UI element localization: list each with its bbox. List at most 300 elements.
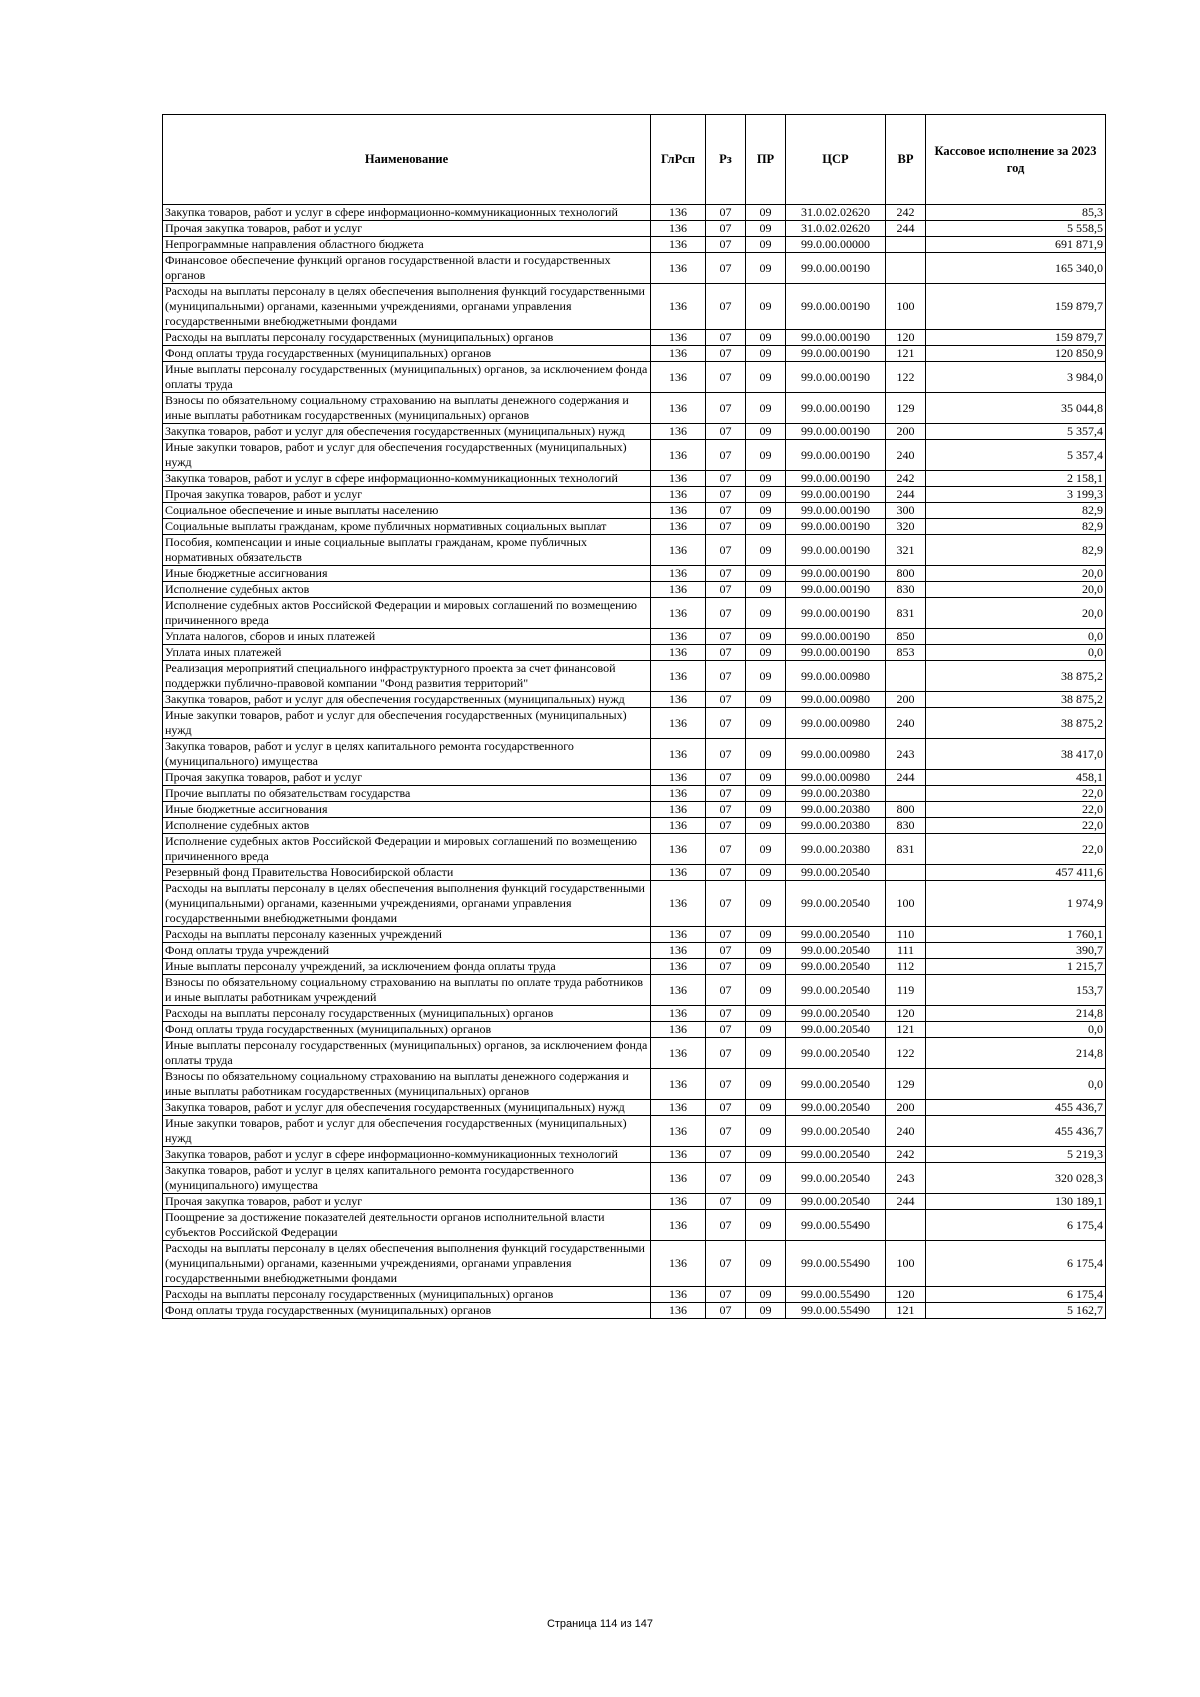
cell-vr — [886, 253, 926, 284]
header-rz: Рз — [706, 115, 746, 205]
cell-pr: 09 — [746, 881, 786, 927]
cell-pr: 09 — [746, 221, 786, 237]
cell-rz: 07 — [706, 362, 746, 393]
cell-amount: 214,8 — [926, 1038, 1106, 1069]
cell-csr: 99.0.00.00980 — [786, 770, 886, 786]
table-row — [163, 1022, 1106, 1038]
header-amount: Кассовое исполнение за 2023 год — [926, 115, 1106, 205]
cell-pr: 09 — [746, 834, 786, 865]
cell-rz: 07 — [706, 943, 746, 959]
cell-rz: 07 — [706, 471, 746, 487]
header-pr: ПР — [746, 115, 786, 205]
cell-name: Закупка товаров, работ и услуг для обеспечения государственных (муниципальных) нужд — [163, 424, 651, 440]
cell-amount: 5 219,3 — [926, 1147, 1106, 1163]
cell-csr: 99.0.00.00190 — [786, 503, 886, 519]
cell-rz: 07 — [706, 440, 746, 471]
cell-csr: 99.0.00.00190 — [786, 566, 886, 582]
cell-amount: 455 436,7 — [926, 1100, 1106, 1116]
cell-csr: 99.0.00.00190 — [786, 424, 886, 440]
cell-amount: 5 558,5 — [926, 221, 1106, 237]
cell-rz: 07 — [706, 284, 746, 330]
cell-pr: 09 — [746, 424, 786, 440]
cell-vr: 121 — [886, 346, 926, 362]
cell-pr: 09 — [746, 598, 786, 629]
table-row — [163, 786, 1106, 802]
table-row — [163, 1069, 1106, 1100]
cell-amount: 38 875,2 — [926, 661, 1106, 692]
cell-rz: 07 — [706, 645, 746, 661]
table-row — [163, 362, 1106, 393]
cell-amount: 38 875,2 — [926, 708, 1106, 739]
table-row — [163, 865, 1106, 881]
cell-rz: 07 — [706, 535, 746, 566]
cell-amount: 22,0 — [926, 802, 1106, 818]
cell-vr: 244 — [886, 770, 926, 786]
table-row — [163, 284, 1106, 330]
cell-rz: 07 — [706, 237, 746, 253]
cell-glrsp: 136 — [651, 1022, 706, 1038]
cell-rz: 07 — [706, 330, 746, 346]
table-row — [163, 1006, 1106, 1022]
cell-name: Иные выплаты персоналу государственных (муниципальных) органов, за исключением фонда оплаты труда — [163, 362, 651, 393]
cell-amount: 1 215,7 — [926, 959, 1106, 975]
cell-csr: 99.0.00.20540 — [786, 1038, 886, 1069]
cell-rz: 07 — [706, 1100, 746, 1116]
cell-vr: 830 — [886, 582, 926, 598]
cell-csr: 99.0.00.00190 — [786, 487, 886, 503]
cell-rz: 07 — [706, 834, 746, 865]
cell-amount: 455 436,7 — [926, 1116, 1106, 1147]
cell-amount: 0,0 — [926, 1069, 1106, 1100]
cell-amount: 153,7 — [926, 975, 1106, 1006]
cell-glrsp: 136 — [651, 1163, 706, 1194]
cell-amount: 6 175,4 — [926, 1241, 1106, 1287]
cell-glrsp: 136 — [651, 503, 706, 519]
cell-csr: 99.0.00.00190 — [786, 598, 886, 629]
cell-csr: 99.0.00.20540 — [786, 1194, 886, 1210]
cell-amount: 2 158,1 — [926, 471, 1106, 487]
cell-name: Исполнение судебных актов Российской Федерации и мировых соглашений по возмещению причиненного вреда — [163, 834, 651, 865]
cell-vr: 242 — [886, 1147, 926, 1163]
cell-glrsp: 136 — [651, 1069, 706, 1100]
table-row — [163, 1163, 1106, 1194]
cell-glrsp: 136 — [651, 284, 706, 330]
cell-name: Резервный фонд Правительства Новосибирской области — [163, 865, 651, 881]
cell-rz: 07 — [706, 253, 746, 284]
table-row — [163, 975, 1106, 1006]
table-row — [163, 440, 1106, 471]
cell-pr: 09 — [746, 237, 786, 253]
cell-pr: 09 — [746, 1287, 786, 1303]
cell-glrsp: 136 — [651, 471, 706, 487]
cell-csr: 99.0.00.55490 — [786, 1303, 886, 1319]
cell-pr: 09 — [746, 661, 786, 692]
cell-vr: 100 — [886, 1241, 926, 1287]
cell-name: Прочие выплаты по обязательствам государства — [163, 786, 651, 802]
cell-name: Расходы на выплаты персоналу государственных (муниципальных) органов — [163, 1006, 651, 1022]
table-row — [163, 1194, 1106, 1210]
cell-vr: 129 — [886, 1069, 926, 1100]
cell-rz: 07 — [706, 661, 746, 692]
cell-glrsp: 136 — [651, 1038, 706, 1069]
cell-rz: 07 — [706, 503, 746, 519]
cell-pr: 09 — [746, 739, 786, 770]
cell-name: Иные закупки товаров, работ и услуг для обеспечения государственных (муниципальных) нужд — [163, 708, 651, 739]
table-row — [163, 471, 1106, 487]
cell-csr: 99.0.00.20540 — [786, 1147, 886, 1163]
page-number: Страница 114 из 147 — [546, 1618, 654, 1630]
cell-pr: 09 — [746, 959, 786, 975]
cell-pr: 09 — [746, 1100, 786, 1116]
cell-glrsp: 136 — [651, 221, 706, 237]
cell-rz: 07 — [706, 786, 746, 802]
cell-name: Социальное обеспечение и иные выплаты населению — [163, 503, 651, 519]
table-row — [163, 770, 1106, 786]
table-row — [163, 582, 1106, 598]
cell-rz: 07 — [706, 566, 746, 582]
cell-glrsp: 136 — [651, 645, 706, 661]
cell-pr: 09 — [746, 1147, 786, 1163]
cell-csr: 99.0.00.20540 — [786, 1163, 886, 1194]
cell-pr: 09 — [746, 330, 786, 346]
cell-glrsp: 136 — [651, 566, 706, 582]
cell-amount: 214,8 — [926, 1006, 1106, 1022]
table-row — [163, 1147, 1106, 1163]
cell-amount: 165 340,0 — [926, 253, 1106, 284]
cell-vr: 110 — [886, 927, 926, 943]
cell-amount: 0,0 — [926, 645, 1106, 661]
cell-glrsp: 136 — [651, 487, 706, 503]
cell-rz: 07 — [706, 975, 746, 1006]
table-row — [163, 834, 1106, 865]
cell-amount: 691 871,9 — [926, 237, 1106, 253]
cell-rz: 07 — [706, 205, 746, 221]
cell-pr: 09 — [746, 1241, 786, 1287]
cell-name: Закупка товаров, работ и услуг в целях капитального ремонта государственного (муниципального) имущества — [163, 739, 651, 770]
cell-glrsp: 136 — [651, 881, 706, 927]
cell-rz: 07 — [706, 424, 746, 440]
cell-csr: 99.0.00.00190 — [786, 582, 886, 598]
cell-amount: 38 417,0 — [926, 739, 1106, 770]
cell-name: Иные выплаты персоналу государственных (муниципальных) органов, за исключением фонда оплаты труда — [163, 1038, 651, 1069]
cell-vr: 242 — [886, 471, 926, 487]
table-row — [163, 1241, 1106, 1287]
cell-csr: 99.0.00.20540 — [786, 1100, 886, 1116]
cell-amount: 3 984,0 — [926, 362, 1106, 393]
cell-pr: 09 — [746, 1163, 786, 1194]
cell-glrsp: 136 — [651, 943, 706, 959]
cell-glrsp: 136 — [651, 818, 706, 834]
cell-csr: 99.0.00.00190 — [786, 645, 886, 661]
cell-pr: 09 — [746, 629, 786, 645]
cell-name: Закупка товаров, работ и услуг в сфере информационно-коммуникационных технологий — [163, 1147, 651, 1163]
cell-amount: 0,0 — [926, 1022, 1106, 1038]
cell-name: Фонд оплаты труда государственных (муниципальных) органов — [163, 1303, 651, 1319]
header-name: Наименование — [163, 115, 651, 205]
cell-rz: 07 — [706, 959, 746, 975]
cell-pr: 09 — [746, 943, 786, 959]
cell-name: Расходы на выплаты персоналу в целях обеспечения выполнения функций государственными (муниципальными) органами, казенными учреждениями, органами управления государственными внебюджетными фондами — [163, 881, 651, 927]
cell-glrsp: 136 — [651, 1194, 706, 1210]
cell-csr: 99.0.00.00980 — [786, 708, 886, 739]
cell-glrsp: 136 — [651, 1210, 706, 1241]
cell-vr — [886, 237, 926, 253]
cell-glrsp: 136 — [651, 834, 706, 865]
cell-vr: 243 — [886, 739, 926, 770]
table-row — [163, 739, 1106, 770]
cell-rz: 07 — [706, 582, 746, 598]
table-row — [163, 253, 1106, 284]
cell-glrsp: 136 — [651, 739, 706, 770]
table-row — [163, 566, 1106, 582]
cell-name: Уплата иных платежей — [163, 645, 651, 661]
cell-csr: 99.0.00.20540 — [786, 1022, 886, 1038]
cell-amount: 458,1 — [926, 770, 1106, 786]
cell-rz: 07 — [706, 1022, 746, 1038]
cell-csr: 99.0.00.00190 — [786, 362, 886, 393]
cell-name: Исполнение судебных актов Российской Федерации и мировых соглашений по возмещению причиненного вреда — [163, 598, 651, 629]
cell-amount: 82,9 — [926, 519, 1106, 535]
table-row — [163, 927, 1106, 943]
cell-csr: 99.0.00.00980 — [786, 692, 886, 708]
cell-vr: 111 — [886, 943, 926, 959]
cell-name: Иные выплаты персоналу учреждений, за исключением фонда оплаты труда — [163, 959, 651, 975]
cell-rz: 07 — [706, 1163, 746, 1194]
cell-vr: 122 — [886, 1038, 926, 1069]
table-row — [163, 1100, 1106, 1116]
cell-vr: 240 — [886, 1116, 926, 1147]
cell-name: Пособия, компенсации и иные социальные выплаты гражданам, кроме публичных нормативных обязательств — [163, 535, 651, 566]
table-body — [163, 205, 1106, 1319]
cell-amount: 130 189,1 — [926, 1194, 1106, 1210]
cell-pr: 09 — [746, 440, 786, 471]
cell-name: Расходы на выплаты персоналу государственных (муниципальных) органов — [163, 1287, 651, 1303]
cell-amount: 320 028,3 — [926, 1163, 1106, 1194]
cell-rz: 07 — [706, 1303, 746, 1319]
cell-glrsp: 136 — [651, 519, 706, 535]
header-glrsp: ГлРсп — [651, 115, 706, 205]
cell-vr: 200 — [886, 692, 926, 708]
cell-csr: 99.0.00.00190 — [786, 519, 886, 535]
cell-name: Расходы на выплаты персоналу в целях обеспечения выполнения функций государственными (муниципальными) органами, казенными учреждениями, органами управления государственными внебюджетными фондами — [163, 284, 651, 330]
cell-glrsp: 136 — [651, 865, 706, 881]
table-row — [163, 645, 1106, 661]
cell-pr: 09 — [746, 393, 786, 424]
cell-glrsp: 136 — [651, 393, 706, 424]
cell-amount: 390,7 — [926, 943, 1106, 959]
cell-pr: 09 — [746, 535, 786, 566]
table-row — [163, 598, 1106, 629]
cell-vr: 100 — [886, 284, 926, 330]
cell-name: Иные бюджетные ассигнования — [163, 566, 651, 582]
cell-pr: 09 — [746, 1194, 786, 1210]
cell-csr: 99.0.00.00190 — [786, 346, 886, 362]
cell-pr: 09 — [746, 582, 786, 598]
cell-glrsp: 136 — [651, 253, 706, 284]
cell-pr: 09 — [746, 519, 786, 535]
header-csr: ЦСР — [786, 115, 886, 205]
cell-amount: 82,9 — [926, 535, 1106, 566]
cell-glrsp: 136 — [651, 786, 706, 802]
cell-rz: 07 — [706, 1038, 746, 1069]
cell-name: Фонд оплаты труда государственных (муниципальных) органов — [163, 1022, 651, 1038]
cell-rz: 07 — [706, 865, 746, 881]
cell-pr: 09 — [746, 692, 786, 708]
cell-csr: 99.0.00.20380 — [786, 818, 886, 834]
cell-amount: 457 411,6 — [926, 865, 1106, 881]
cell-amount: 85,3 — [926, 205, 1106, 221]
cell-vr: 800 — [886, 802, 926, 818]
cell-pr: 09 — [746, 566, 786, 582]
cell-amount: 159 879,7 — [926, 284, 1106, 330]
cell-glrsp: 136 — [651, 330, 706, 346]
cell-pr: 09 — [746, 253, 786, 284]
cell-glrsp: 136 — [651, 1100, 706, 1116]
table-row — [163, 393, 1106, 424]
table-row — [163, 1287, 1106, 1303]
cell-glrsp: 136 — [651, 535, 706, 566]
cell-vr: 100 — [886, 881, 926, 927]
cell-rz: 07 — [706, 802, 746, 818]
cell-amount: 82,9 — [926, 503, 1106, 519]
cell-pr: 09 — [746, 1069, 786, 1100]
cell-vr: 240 — [886, 440, 926, 471]
cell-amount: 22,0 — [926, 818, 1106, 834]
table-row — [163, 661, 1106, 692]
cell-csr: 99.0.00.20540 — [786, 927, 886, 943]
table-row — [163, 881, 1106, 927]
cell-rz: 07 — [706, 1210, 746, 1241]
table-row — [163, 1116, 1106, 1147]
table-row — [163, 629, 1106, 645]
cell-name: Исполнение судебных актов — [163, 582, 651, 598]
table-header — [163, 115, 1106, 205]
cell-csr: 99.0.00.20540 — [786, 1069, 886, 1100]
table-row — [163, 487, 1106, 503]
table-row — [163, 535, 1106, 566]
cell-name: Расходы на выплаты персоналу государственных (муниципальных) органов — [163, 330, 651, 346]
cell-vr: 244 — [886, 221, 926, 237]
cell-csr: 99.0.00.55490 — [786, 1241, 886, 1287]
cell-amount: 22,0 — [926, 786, 1106, 802]
cell-vr: 244 — [886, 487, 926, 503]
cell-csr: 99.0.00.20540 — [786, 1116, 886, 1147]
cell-rz: 07 — [706, 1287, 746, 1303]
cell-csr: 99.0.00.00190 — [786, 440, 886, 471]
cell-vr — [886, 786, 926, 802]
cell-csr: 99.0.00.00980 — [786, 661, 886, 692]
cell-glrsp: 136 — [651, 975, 706, 1006]
cell-amount: 20,0 — [926, 566, 1106, 582]
cell-rz: 07 — [706, 708, 746, 739]
cell-rz: 07 — [706, 1069, 746, 1100]
cell-name: Расходы на выплаты персоналу казенных учреждений — [163, 927, 651, 943]
cell-glrsp: 136 — [651, 362, 706, 393]
cell-name: Фонд оплаты труда государственных (муниципальных) органов — [163, 346, 651, 362]
cell-glrsp: 136 — [651, 959, 706, 975]
table-row — [163, 1210, 1106, 1241]
cell-amount: 20,0 — [926, 598, 1106, 629]
cell-amount: 35 044,8 — [926, 393, 1106, 424]
cell-amount: 20,0 — [926, 582, 1106, 598]
table-row — [163, 943, 1106, 959]
cell-csr: 99.0.00.00190 — [786, 535, 886, 566]
table-row — [163, 330, 1106, 346]
cell-vr: 300 — [886, 503, 926, 519]
cell-glrsp: 136 — [651, 1006, 706, 1022]
cell-pr: 09 — [746, 205, 786, 221]
cell-glrsp: 136 — [651, 629, 706, 645]
header-vr: ВР — [886, 115, 926, 205]
cell-glrsp: 136 — [651, 346, 706, 362]
cell-amount: 1 974,9 — [926, 881, 1106, 927]
table-row — [163, 802, 1106, 818]
cell-amount: 0,0 — [926, 629, 1106, 645]
cell-name: Расходы на выплаты персоналу в целях обеспечения выполнения функций государственными (муниципальными) органами, казенными учреждениями, органами управления государственными внебюджетными фондами — [163, 1241, 651, 1287]
cell-csr: 99.0.00.20540 — [786, 865, 886, 881]
cell-pr: 09 — [746, 346, 786, 362]
cell-pr: 09 — [746, 487, 786, 503]
cell-name: Непрограммные направления областного бюджета — [163, 237, 651, 253]
cell-vr: 112 — [886, 959, 926, 975]
cell-pr: 09 — [746, 284, 786, 330]
budget-table — [162, 114, 1106, 1319]
cell-name: Взносы по обязательному социальному страхованию на выплаты по оплате труда работников и иные выплаты работникам учреждений — [163, 975, 651, 1006]
cell-csr: 31.0.02.02620 — [786, 205, 886, 221]
cell-rz: 07 — [706, 221, 746, 237]
cell-vr: 830 — [886, 818, 926, 834]
cell-pr: 09 — [746, 975, 786, 1006]
cell-vr: 244 — [886, 1194, 926, 1210]
cell-pr: 09 — [746, 645, 786, 661]
cell-csr: 99.0.00.00190 — [786, 284, 886, 330]
cell-glrsp: 136 — [651, 237, 706, 253]
cell-rz: 07 — [706, 1116, 746, 1147]
table-row — [163, 818, 1106, 834]
cell-name: Прочая закупка товаров, работ и услуг — [163, 770, 651, 786]
cell-amount: 3 199,3 — [926, 487, 1106, 503]
cell-amount: 22,0 — [926, 834, 1106, 865]
table-row — [163, 959, 1106, 975]
cell-pr: 09 — [746, 1303, 786, 1319]
cell-amount: 6 175,4 — [926, 1210, 1106, 1241]
cell-name: Иные закупки товаров, работ и услуг для обеспечения государственных (муниципальных) нужд — [163, 1116, 651, 1147]
table-row — [163, 237, 1106, 253]
cell-csr: 99.0.00.00190 — [786, 393, 886, 424]
cell-vr: 121 — [886, 1303, 926, 1319]
cell-csr: 99.0.00.20540 — [786, 943, 886, 959]
cell-pr: 09 — [746, 786, 786, 802]
cell-vr: 243 — [886, 1163, 926, 1194]
cell-vr: 831 — [886, 834, 926, 865]
cell-rz: 07 — [706, 1147, 746, 1163]
cell-glrsp: 136 — [651, 582, 706, 598]
cell-name: Исполнение судебных актов — [163, 818, 651, 834]
cell-name: Иные бюджетные ассигнования — [163, 802, 651, 818]
cell-vr — [886, 1210, 926, 1241]
table-row — [163, 424, 1106, 440]
cell-glrsp: 136 — [651, 1116, 706, 1147]
cell-rz: 07 — [706, 1006, 746, 1022]
cell-csr: 99.0.00.00980 — [786, 739, 886, 770]
cell-name: Реализация мероприятий специального инфраструктурного проекта за счет финансовой поддержки публично-правовой компании "Фонд развития территорий" — [163, 661, 651, 692]
cell-csr: 99.0.00.00190 — [786, 330, 886, 346]
cell-name: Закупка товаров, работ и услуг для обеспечения государственных (муниципальных) нужд — [163, 1100, 651, 1116]
cell-pr: 09 — [746, 770, 786, 786]
cell-name: Взносы по обязательному социальному страхованию на выплаты денежного содержания и иные выплаты работникам государственных (муниципальных) органов — [163, 1069, 651, 1100]
table-row — [163, 221, 1106, 237]
table-row — [163, 346, 1106, 362]
